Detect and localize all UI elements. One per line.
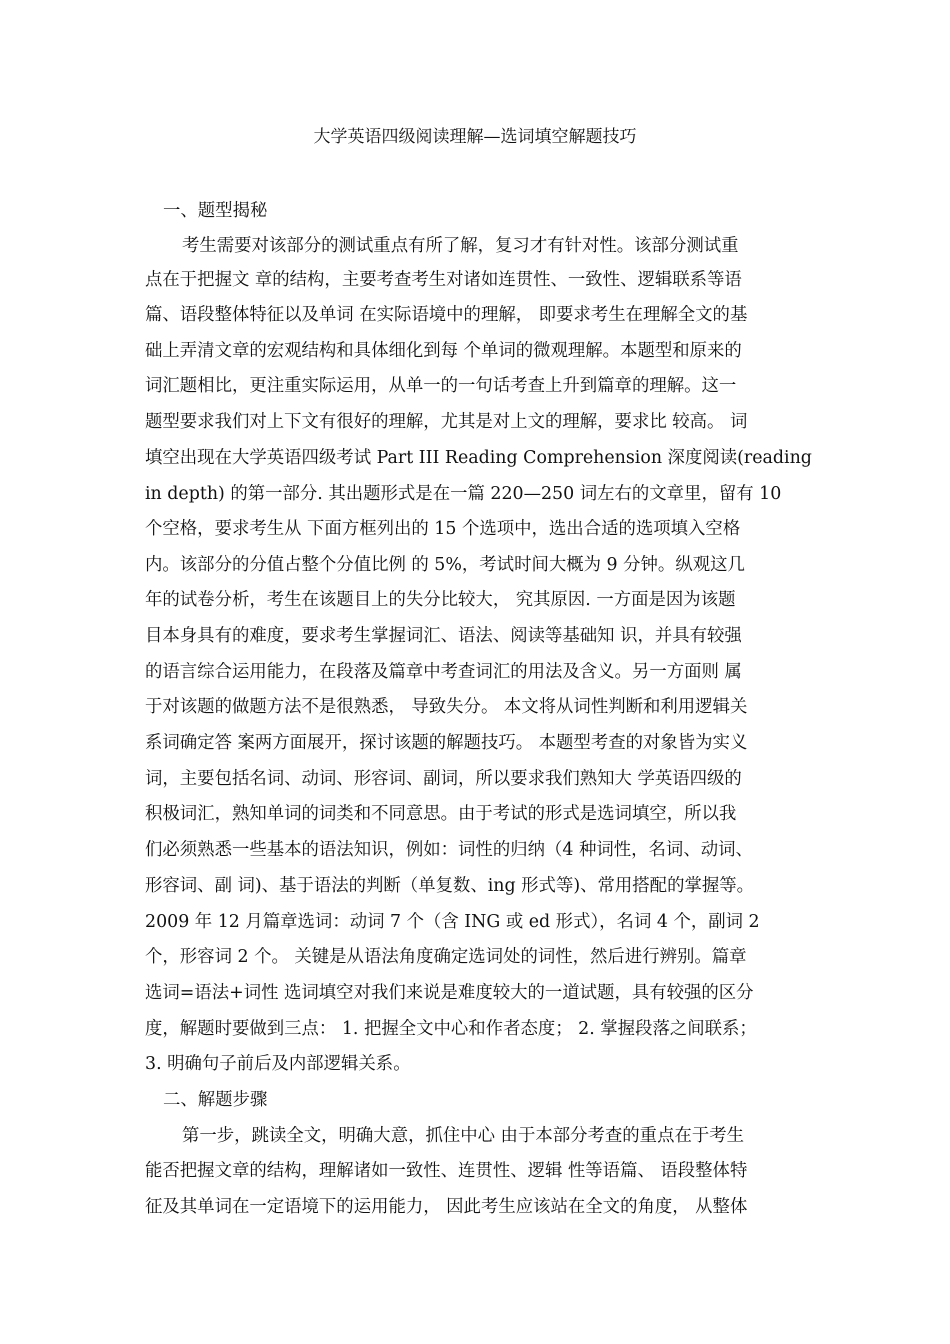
paragraph-line: 考生需要对该部分的测试重点有所了解，复习才有针对性。该部分测试重 — [182, 236, 739, 256]
paragraph-line: 词汇题相比，更注重实际运用，从单一的一句话考查上升到篇章的理解。这一 — [145, 376, 737, 396]
paragraph-line: 个，形容词 2 个。 关键是从语法角度确定选词处的词性，然后进行辨别。篇章 — [145, 947, 747, 967]
paragraph-line: 3. 明确句子前后及内部逻辑关系。 — [145, 1054, 411, 1074]
paragraph-line: 篇、语段整体特征以及单词 在实际语境中的理解， 即要求考生在理解全文的基 — [145, 305, 748, 325]
paragraph-line: 征及其单词在一定语境下的运用能力， 因此考生应该站在全文的角度， 从整体 — [145, 1197, 748, 1217]
paragraph-line: 年的试卷分析，考生在该题目上的失分比较大， 究其原因. 一方面是因为该题 — [145, 590, 736, 610]
paragraph-line: 词，主要包括名词、动词、形容词、副词，所以要求我们熟知大 学英语四级的 — [145, 769, 742, 789]
paragraph-line: 第一步，跳读全文，明确大意，抓住中心 由于本部分考查的重点在于考生 — [182, 1126, 745, 1146]
paragraph-line: 填空出现在大学英语四级考试 Part III Reading Comprehension 深度阅读(reading — [145, 448, 812, 468]
paragraph-line: 们必须熟悉一些基本的语法知识，例如：词性的归纳（4 种词性，名词、动词、 — [145, 840, 753, 860]
paragraph-line: 题型要求我们对上下文有很好的理解，尤其是对上文的理解，要求比 较高。 词 — [145, 412, 748, 432]
paragraph-line: 点在于把握文 章的结构，主要考查考生对诸如连贯性、一致性、逻辑联系等语 — [145, 270, 742, 290]
paragraph-line: 系词确定答 案两方面展开，探讨该题的解题技巧。 本题型考查的对象皆为实义 — [145, 733, 748, 753]
paragraph-line: in depth) 的第一部分. 其出题形式是在一篇 220—250 词左右的文章里，留有 10 — [145, 484, 782, 504]
paragraph-line: 选词=语法+词性 选词填空对我们来说是难度较大的一道试题，具有较强的区分 — [145, 983, 754, 1003]
paragraph-line: 础上弄清文章的宏观结构和具体细化到每 个单词的微观理解。本题型和原来的 — [145, 341, 742, 361]
paragraph-line: 能否把握文章的结构，理解诸如一致性、连贯性、逻辑 性等语篇、 语段整体特 — [145, 1161, 748, 1181]
section-1-heading: 一、题型揭秘 — [163, 201, 268, 221]
paragraph-line: 度，解题时要做到三点： 1. 把握全文中心和作者态度； 2. 掌握段落之间联系； — [145, 1019, 757, 1039]
paragraph-line: 内。该部分的分值占整个分值比例 的 5%，考试时间大概为 9 分钟。纵观这几 — [145, 555, 745, 575]
document-title: 大学英语四级阅读理解—选词填空解题技巧 — [313, 127, 637, 147]
paragraph-line: 目本身具有的难度，要求考生掌握词汇、语法、阅读等基础知 识，并具有较强 — [145, 626, 742, 646]
paragraph-line: 的语言综合运用能力，在段落及篇章中考查词汇的用法及含义。另一方面则 属 — [145, 662, 742, 682]
paragraph-line: 积极词汇，熟知单词的词类和不同意思。由于考试的形式是选词填空，所以我 — [145, 804, 737, 824]
paragraph-line: 2009 年 12 月篇章选词：动词 7 个（含 ING 或 ed 形式），名词 4 个，副词 2 — [145, 912, 760, 932]
section-2-heading: 二、解题步骤 — [163, 1090, 268, 1110]
paragraph-line: 于对该题的做题方法不是很熟悉， 导致失分。 本文将从词性判断和利用逻辑关 — [145, 697, 748, 717]
paragraph-line: 形容词、副 词)、基于语法的判断（单复数、ing 形式等)、常用搭配的掌握等。 — [145, 876, 755, 896]
paragraph-line: 个空格，要求考生从 下面方框列出的 15 个选项中，选出合适的选项填入空格 — [145, 519, 741, 539]
